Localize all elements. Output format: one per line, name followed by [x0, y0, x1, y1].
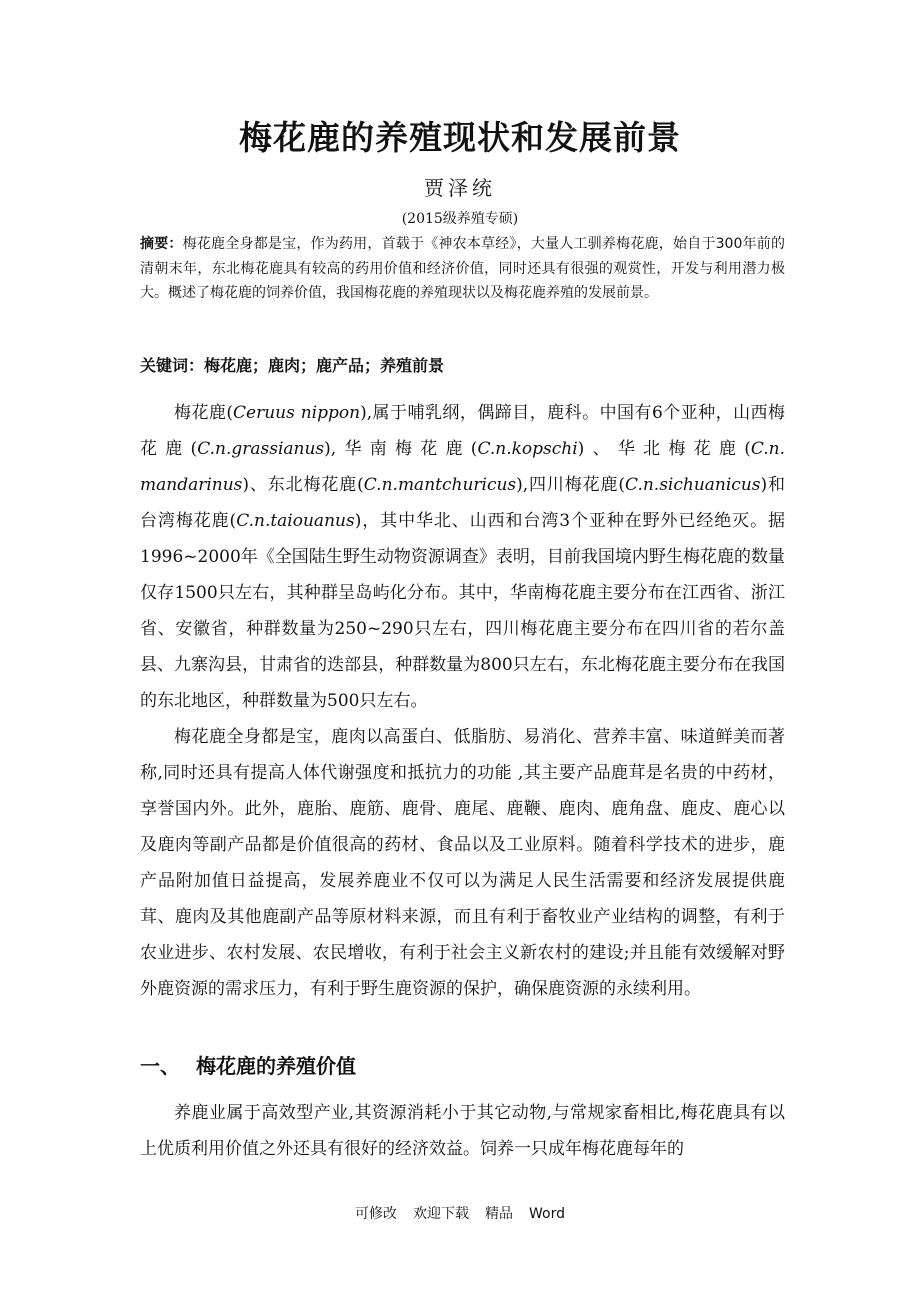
paragraph-text: )和台湾梅花鹿( [140, 475, 786, 531]
scientific-name: C.n.kopschi [477, 439, 578, 459]
abstract [140, 232, 785, 306]
abstract-label: 摘要： [140, 236, 183, 252]
paragraph-text: ),四川梅花鹿( [516, 475, 626, 495]
scientific-name: C.n.sichuanicus [625, 475, 761, 495]
page-footer [0, 1203, 920, 1223]
paragraph-text: ),华南梅花鹿( [324, 439, 478, 459]
document-title: 梅花鹿的养殖现状和发展前景 [239, 118, 681, 157]
paragraph-text: )，其中华北、山西和台湾3个亚种在野外已经绝灭。据1996~2000年《全国陆生野生动物资源调查》表明，目前我国境内野生梅花鹿的数量仅存1500只左右，其种群呈岛屿化分布。其中，华南梅花鹿主要分布在江西省、浙江省、安徽省，种群数量为250~290只左右，四川梅花鹿主要分布在四川省的若尔盖县、九寨沟县，甘肃省的迭部县，种群数量为800只左右，东北梅花鹿主要分布在我国的东北地区，种群数量为500只左右。 [140, 511, 785, 711]
paragraph-text: 梅花鹿( [174, 403, 234, 423]
scientific-name: C.n.grassianus [197, 439, 325, 459]
section-title: 梅花鹿的养殖价值 [196, 1054, 356, 1078]
section-heading [140, 1050, 785, 1079]
author-affiliation: (2015级养殖专硕) [401, 211, 519, 227]
author-name: 贾泽统 [424, 176, 496, 200]
footer-item: 欢迎下载 [413, 1206, 469, 1222]
scientific-name: Ceruus nippon [233, 403, 361, 423]
scientific-name: C.n.mantchuricus [363, 475, 517, 495]
footer-item: 精品 [485, 1206, 513, 1222]
abstract-text: 梅花鹿全身都是宝，作为药用，首载于《神农本草经》，大量人工驯养梅花鹿，始自于300年前的清朝末年，东北梅花鹿具有较高的药用价值和经济价值，同时还具有很强的观赏性，开发与利用潜力极大。概述了梅花鹿的饲养价值，我国梅花鹿的养殖现状以及梅花鹿养殖的发展前景。 [140, 236, 785, 301]
paragraph-text: ),属于哺乳纲，偶蹄目，鹿科。中国有6个亚种，山西梅花鹿( [140, 403, 786, 459]
scientific-name: C.n.taiouanus [236, 511, 355, 531]
section-number: 一、 [140, 1054, 180, 1078]
paragraph-economics: 养鹿业属于高效型产业,其资源消耗小于其它动物,与常规家畜相比,梅花鹿具有以上优质利用价值之外还具有很好的经济效益。饲养一只成年梅花鹿每年的 [140, 1103, 785, 1159]
paragraph-text: )、东北梅花鹿( [242, 475, 364, 495]
paragraph-intro [140, 395, 785, 719]
footer-item: Word [529, 1206, 565, 1222]
scientific-name: C.n. mandarinus [140, 439, 786, 495]
paragraph-value: 梅花鹿全身都是宝，鹿肉以高蛋白、低脂肪、易消化、营养丰富、味道鲜美而著称,同时还具有提高人体代谢强度和抵抗力的功能 ,其主要产品鹿茸是名贵的中药材，享誉国内外。此外，鹿胎、鹿筋、鹿骨、鹿尾、鹿鞭、鹿肉、鹿角盘、鹿皮、鹿心以及鹿肉等副产品都是价值很高的药材、食品以及工业原料。随着科学技术的进步，鹿产品附加值日益提高，发展养鹿业不仅可以为满足人民生活需要和经济发展提供鹿茸、鹿肉及其他鹿副产品等原材料来源，而且有利于畜牧业产业结构的调整，有利于农业进步、农村发展、农民增收，有利于社会主义新农村的建设;并且能有效缓解对野外鹿资源的需求压力，有利于野生鹿资源的保护，确保鹿资源的永续利用。 [140, 727, 785, 999]
footer-item: 可修改 [355, 1206, 397, 1222]
keywords: 关键词：梅花鹿；鹿肉；鹿产品；养殖前景 [140, 356, 445, 375]
paragraph-text: )、华北梅花鹿( [577, 439, 751, 459]
